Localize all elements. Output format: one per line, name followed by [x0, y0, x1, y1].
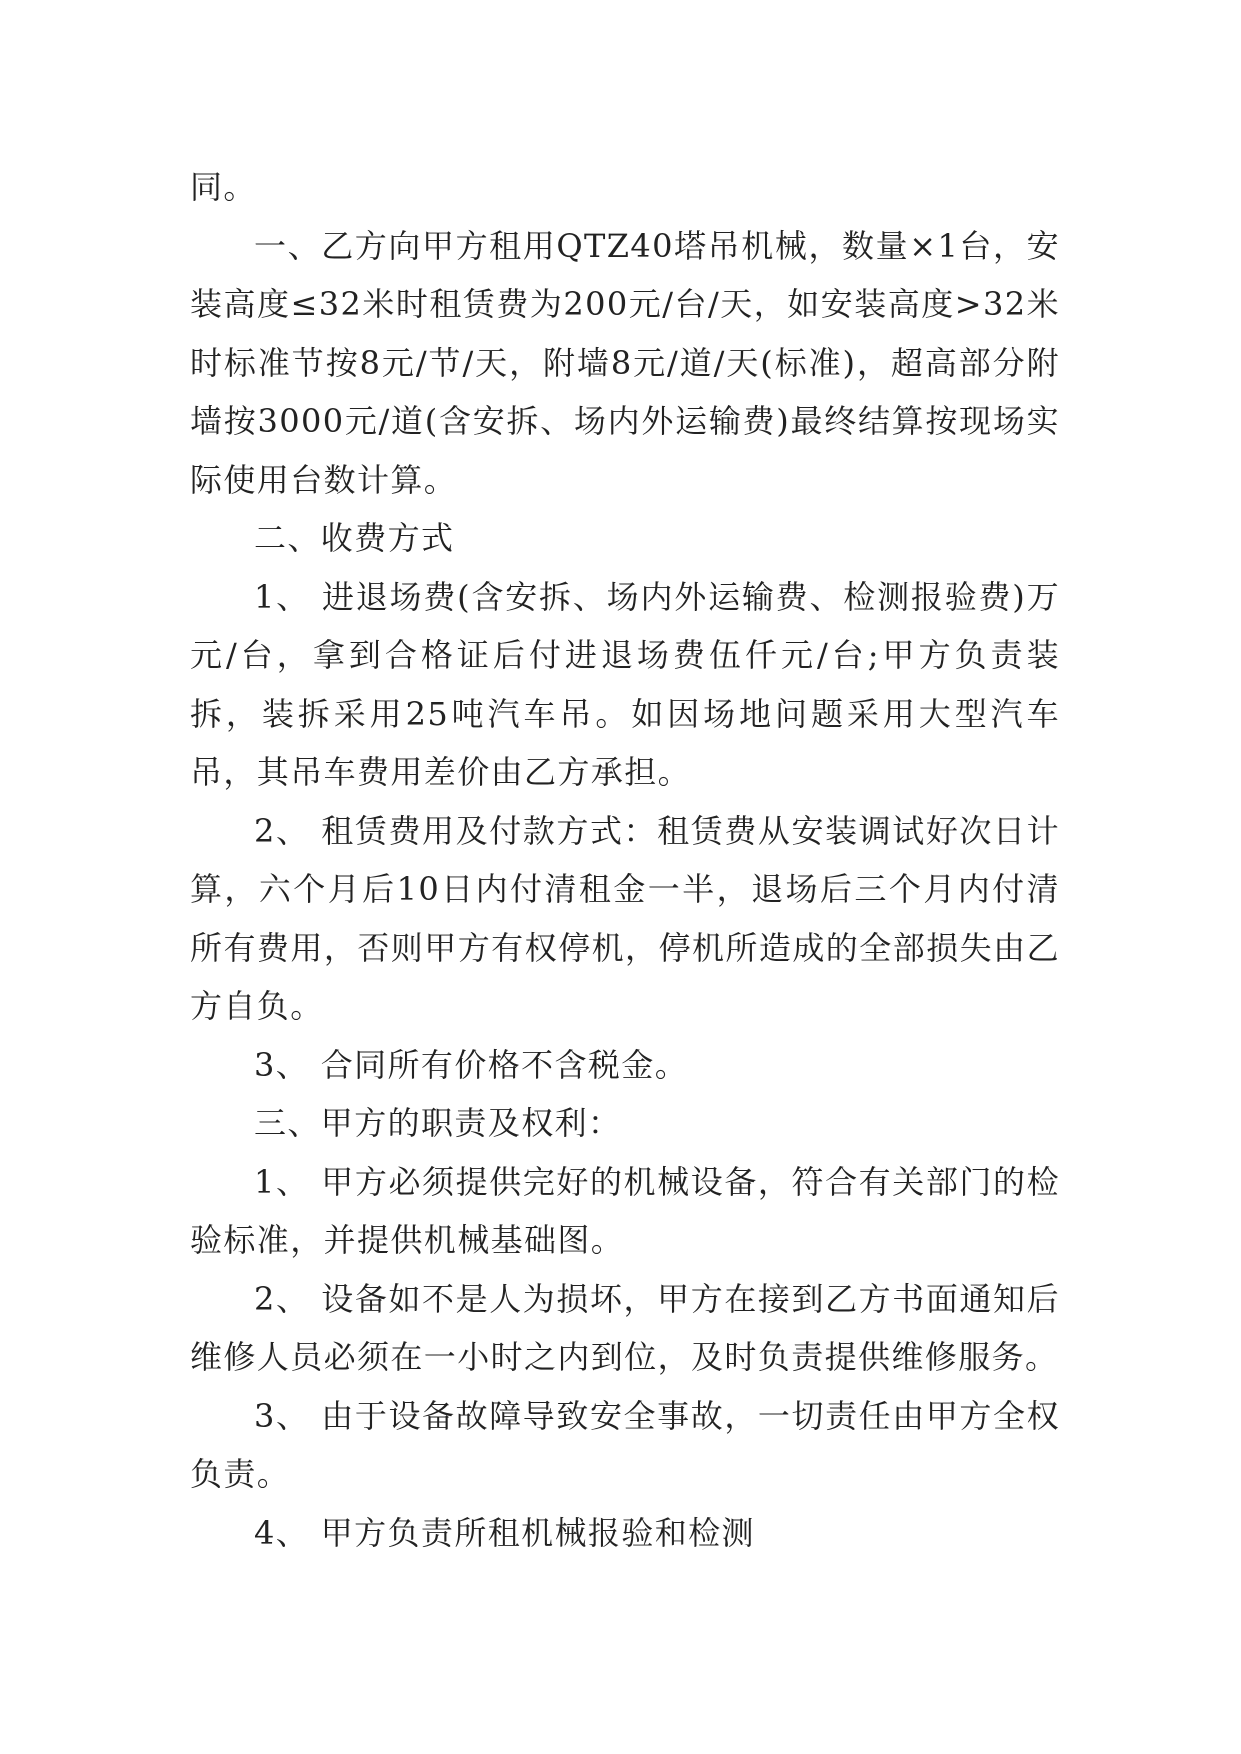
paragraph-fee-item-2: 2、 租赁费用及付款方式：租赁费从安装调试好次日计算，六个月后10日内付清租金一半，退场后三个月内付清所有费用，否则甲方有权停机，停机所造成的全部损失由乙方自负。 — [190, 811, 1060, 1025]
paragraph-fee-item-1: 1、 进退场费(含安拆、场内外运输费、检测报验费)万元/台，拿到合格证后付进退场费伍仟元/台;甲方负责装拆，装拆采用25吨汽车吊。如因场地问题采用大型汽车吊，其吊车费用差价由乙方承担。 — [190, 577, 1060, 791]
document-body — [190, 158, 1060, 1562]
paragraph-duty-item-1: 1、 甲方必须提供完好的机械设备，符合有关部门的检验标准，并提供机械基础图。 — [190, 1162, 1060, 1259]
paragraph-heading-party-a-duties: 三、甲方的职责及权利： — [254, 1104, 622, 1142]
paragraph-fee-item-3: 3、 合同所有价格不含税金。 — [254, 1045, 689, 1084]
paragraph-duty-item-3: 3、 由于设备故障导致安全事故，一切责任由甲方全权负责。 — [190, 1396, 1060, 1493]
paragraph-duty-item-2: 2、 设备如不是人为损坏，甲方在接到乙方书面通知后维修人员必须在一小时之内到位，及时负责提供维修服务。 — [190, 1279, 1060, 1376]
paragraph-heading-fee-method: 二、收费方式 — [254, 519, 455, 557]
paragraph-duty-item-4: 4、 甲方负责所租机械报验和检测 — [254, 1513, 755, 1552]
paragraph-clause-1-rental: 一、乙方向甲方租用QTZ40塔吊机械，数量×1台，安装高度≤32米时租赁费为200元/台/天，如安装高度>32米时标准节按8元/节/天，附墙8元/道/天(标准)，超高部分附墙按3000元/道(含安拆、场内外运输费)最终结算按现场实际使用台数计算。 — [190, 226, 1060, 499]
paragraph-continuation: 同。 — [190, 168, 257, 206]
